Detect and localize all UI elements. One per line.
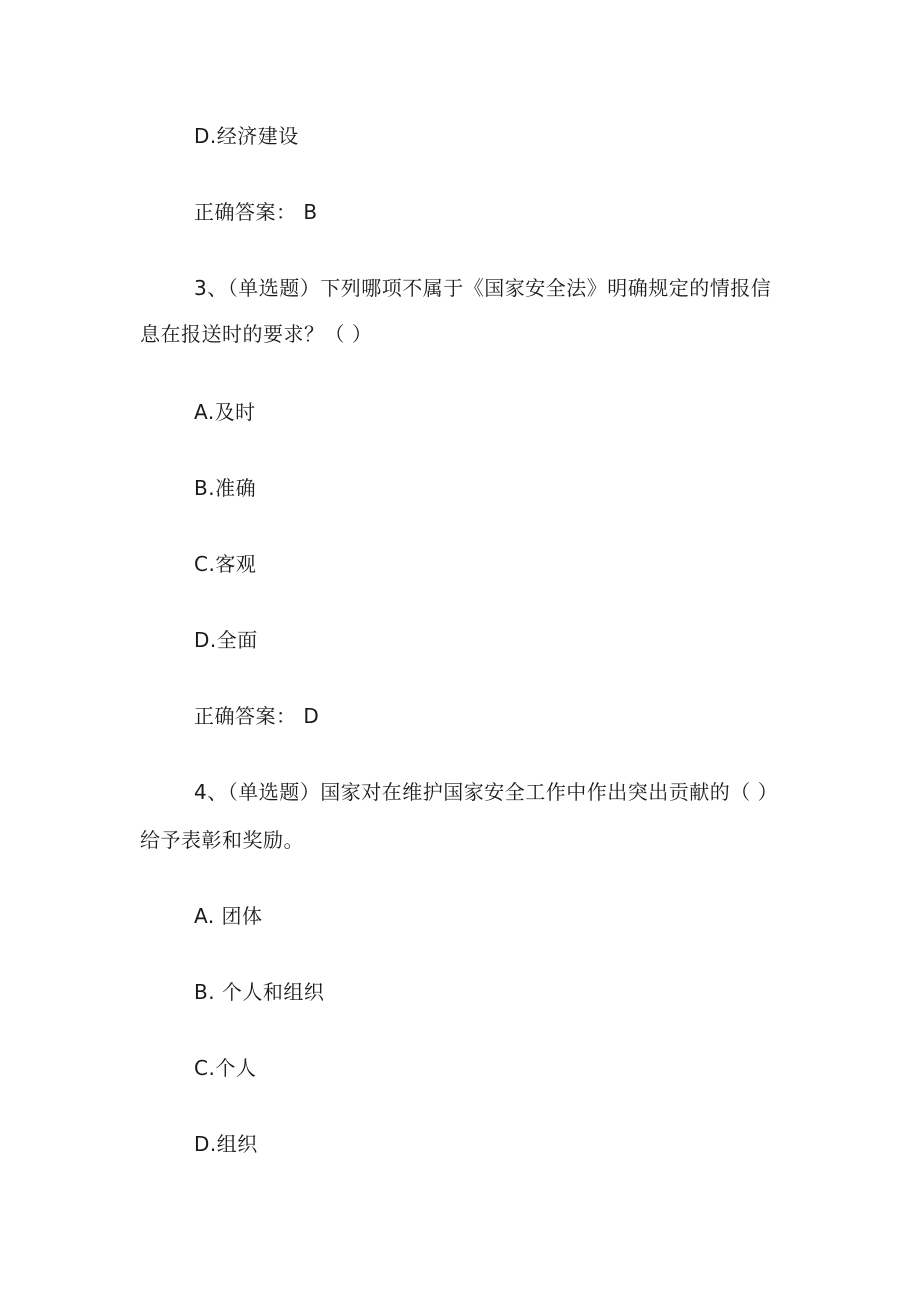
q3-stem-line2: 息在报送时的要求？（ ） [140,322,373,346]
q3-option-d: D.全面 [194,628,258,652]
q4-option-b: B. 个人和组织 [194,980,325,1004]
q2-option-d: D.经济建设 [194,124,299,148]
q4-option-c: C.个人 [194,1056,257,1080]
q3-option-c: C.客观 [194,552,257,576]
q3-option-a: A.及时 [194,400,256,424]
q3-stem-line1: 3、（单选题）下列哪项不属于《国家安全法》明确规定的情报信 [194,276,772,300]
q4-option-a: A. 团体 [194,904,263,928]
q2-answer: 正确答案： B [194,200,318,224]
q3-option-b: B.准确 [194,476,257,500]
q3-answer: 正确答案： D [194,704,320,728]
q4-stem-line2: 给予表彰和奖励。 [140,828,304,852]
q4-stem-line1: 4、（单选题）国家对在维护国家安全工作中作出突出贡献的（ ） [194,780,779,804]
q4-option-d: D.组织 [194,1132,258,1156]
